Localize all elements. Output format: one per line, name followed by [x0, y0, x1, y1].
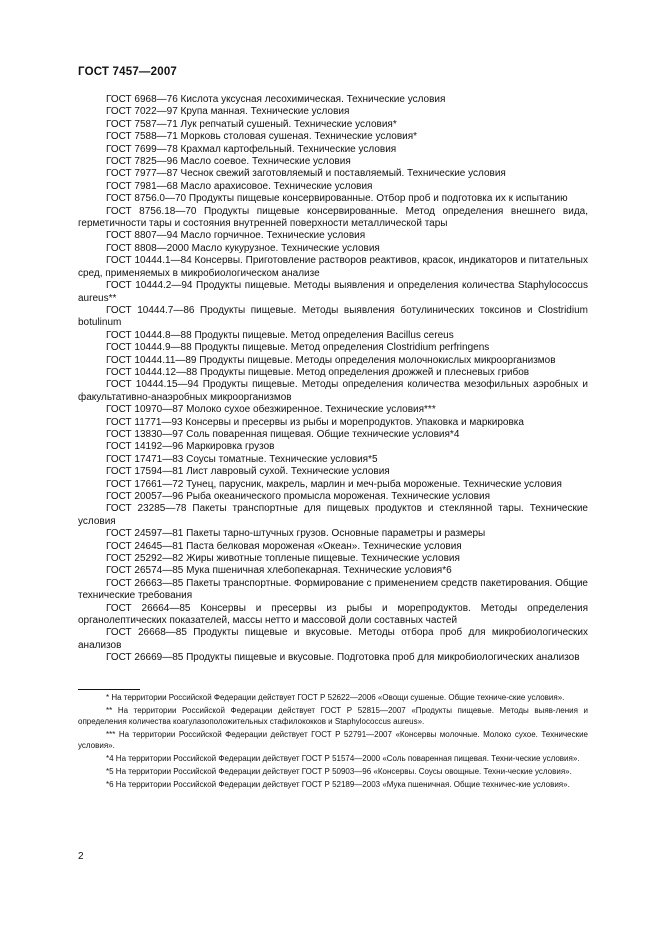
footnote-separator	[78, 689, 140, 690]
reference-item: ГОСТ 26668—85 Продукты пищевые и вкусовые. Методы отбора проб для микробиологических анализов	[78, 627, 588, 651]
reference-item: ГОСТ 17661—72 Тунец, парусник, макрель, марлин и меч-рыба мороженые. Технические условия	[106, 478, 562, 490]
reference-item: ГОСТ 26664—85 Консервы и пресервы из рыбы и морепродуктов. Методы определения органолептических показателей, массы нетто и массовой доли составных частей	[78, 602, 588, 627]
reference-item: ГОСТ 8807—94 Масло горчичное. Технические условия	[106, 230, 366, 242]
footnote: *** На территории Российской Федерации действует ГОСТ Р 52791—2007 «Консервы молочные. Молоко сухое. Технические условия».	[78, 729, 588, 750]
reference-item: ГОСТ 14192—96 Маркировка грузов	[106, 441, 275, 453]
reference-item: ГОСТ 10444.15—94 Продукты пищевые. Методы определения количества мезофильных аэробных и факультативно-анаэробных микроорганизмов	[78, 379, 588, 403]
reference-item: ГОСТ 26574—85 Мука пшеничная хлебопекарная. Технические условия*6	[106, 565, 452, 577]
reference-item: ГОСТ 8756.0—70 Продукты пищевые консервированные. Отбор проб и подготовка их к испытанию	[106, 193, 568, 205]
reference-item: ГОСТ 10444.9—88 Продукты пищевые. Метод определения Clostridium perfringens	[106, 342, 490, 354]
reference-item: ГОСТ 6968—76 Кислота уксусная лесохимическая. Технические условия	[106, 94, 446, 105]
reference-item: ГОСТ 7977—87 Чеснок свежий заготовляемый и поставляемый. Технические условия	[106, 168, 506, 180]
reference-item: ГОСТ 17594—81 Лист лавровый сухой. Технические условия	[106, 466, 390, 478]
page-number: 2	[78, 851, 84, 862]
reference-item: ГОСТ 10444.2—94 Продукты пищевые. Методы выявления и определения количества Staphylococcus aureus**	[78, 280, 588, 304]
reference-item: ГОСТ 10444.12—88 Продукты пищевые. Метод определения дрожжей и плесневых грибов	[106, 366, 530, 378]
reference-item: ГОСТ 25292—82 Жиры животные топленые пищевые. Технические условия	[106, 553, 460, 565]
reference-item: ГОСТ 10970—87 Молоко сухое обезжиренное. Технические условия***	[106, 404, 436, 416]
footnote: *6 На территории Российской Федерации действует ГОСТ Р 52189—2003 «Мука пшеничная. Общие техничес-кие условия».	[106, 780, 570, 790]
reference-item: ГОСТ 24645—81 Паста белковая мороженая «Океан». Технические условия	[106, 540, 462, 552]
reference-item: ГОСТ 7587—71 Лук репчатый сушеный. Технические условия*	[106, 118, 397, 130]
reference-item: ГОСТ 7022—97 Крупа манная. Технические условия	[106, 106, 350, 118]
reference-item: ГОСТ 10444.7—86 Продукты пищевые. Методы выявления ботулинических токсинов и Clostridium botulinum	[78, 304, 588, 329]
reference-item: ГОСТ 10444.11—89 Продукты пищевые. Методы определения молочнокислых микроорганизмов	[106, 354, 556, 366]
reference-item: ГОСТ 20057—96 Рыба океанического промысла мороженая. Технические условия	[106, 491, 490, 502]
reference-item: ГОСТ 17471—83 Соусы томатные. Технические условия*5	[106, 453, 378, 465]
document-header: ГОСТ 7457—2007	[78, 66, 178, 78]
footnotes	[78, 693, 588, 793]
normative-references	[78, 94, 588, 665]
reference-item: ГОСТ 26663—85 Пакеты транспортные. Формирование с применением средств пакетирования. Общие технические требования	[78, 577, 588, 602]
footnote: *5 На территории Российской Федерации действует ГОСТ Р 50903—96 «Консервы. Соусы овощные. Техни-ческие условия».	[106, 766, 572, 776]
reference-item: ГОСТ 11771—93 Консервы и пресервы из рыбы и морепродуктов. Упаковка и маркировка	[106, 416, 524, 428]
reference-item: ГОСТ 10444.1—84 Консервы. Приготовление растворов реактивов, красок, индикаторов и питательных сред, применяемых в микробиологическом анализе	[78, 255, 588, 279]
reference-item: ГОСТ 8808—2000 Масло кукурузное. Технические условия	[106, 242, 380, 254]
reference-item: ГОСТ 13830—97 Соль поваренная пищевая. Общие технические условия*4	[106, 428, 460, 440]
reference-item: ГОСТ 7588—71 Морковь столовая сушеная. Технические условия*	[106, 131, 418, 143]
reference-item: ГОСТ 24597—81 Пакеты тарно-штучных грузов. Основные параметры и размеры	[106, 528, 486, 540]
footnote: * На территории Российской Федерации действует ГОСТ Р 52622—2006 «Овощи сушеные. Общие техниче-ские условия».	[106, 693, 565, 702]
reference-item: ГОСТ 7825—96 Масло соевое. Технические условия	[106, 156, 351, 168]
reference-item: ГОСТ 26669—85 Продукты пищевые и вкусовые. Подготовка проб для микробиологических анализов	[106, 652, 580, 664]
reference-item: ГОСТ 7699—78 Крахмал картофельный. Технические условия	[106, 143, 397, 155]
footnote: *4 На территории Российской Федерации действует ГОСТ Р 51574—2000 «Соль поваренная пищевая. Техни-ческие условия».	[106, 753, 580, 763]
reference-item: ГОСТ 8756.18—70 Продукты пищевые консервированные. Метод определения внешнего вида, герметичности тары и состояния внутренней поверхности металлической тары	[78, 205, 588, 230]
footnote: ** На территории Российской Федерации действует ГОСТ Р 52815—2007 «Продукты пищевые. Методы выяв-ления и определения количества коагулазоположительных стафилококков и Staphylococcus aureus».	[78, 706, 588, 726]
reference-item: ГОСТ 10444.8—88 Продукты пищевые. Метод определения Bacillus cereus	[106, 329, 454, 341]
reference-item: ГОСТ 7981—68 Масло арахисовое. Технические условия	[106, 180, 373, 192]
reference-item: ГОСТ 23285—78 Пакеты транспортные для пищевых продуктов и стеклянной тары. Технические условия	[78, 503, 588, 527]
